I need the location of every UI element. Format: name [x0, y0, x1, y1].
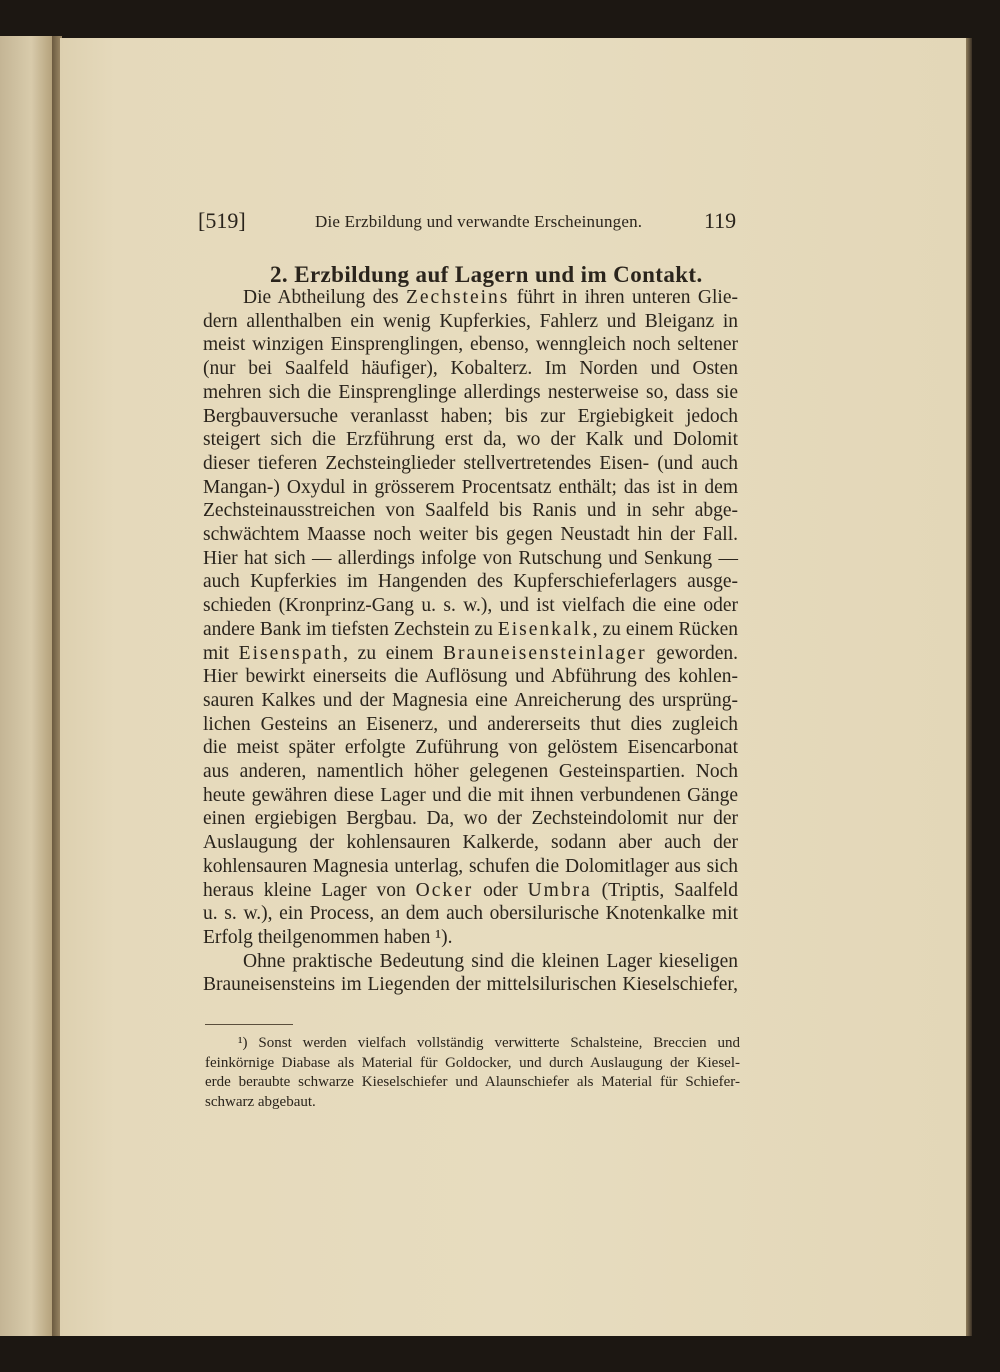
text-run: führt in ihren unteren Glie-	[509, 287, 738, 308]
body-line	[203, 381, 738, 405]
running-title: Die Erzbildung und verwandte Erscheinungen.	[315, 212, 643, 231]
spaced-term: Ocker	[415, 879, 474, 901]
body-line	[203, 476, 738, 500]
body-line	[203, 689, 738, 713]
text-run: heraus kleine Lager von	[203, 879, 416, 901]
spaced-term: Brauneisensteinlager	[443, 642, 647, 664]
text-run: dern allenthalben ein wenig Kupferkies, Fahlerz und Bleiganz in	[203, 310, 738, 332]
text-run: meist winzigen Einsprenglingen, ebenso, wenngleich noch seltener	[203, 334, 738, 356]
text-run: heute gewähren diese Lager und die mit ihnen verbundenen Gänge	[203, 784, 738, 806]
page-edge-right	[966, 38, 972, 1336]
body-line	[203, 973, 738, 997]
text-run: Die Abtheilung des	[243, 287, 406, 308]
body-line	[203, 736, 738, 760]
body-line	[203, 642, 738, 666]
text-run: dieser tieferen Zechsteinglieder stellvertretendes Eisen- (und auch	[203, 452, 738, 474]
footnote-line: erde beraubte schwarze Kieselschiefer und Alaunschiefer als Material für Schiefer-	[205, 1074, 740, 1090]
footnote-divider	[205, 1024, 293, 1025]
text-run: Hier bewirkt einerseits die Auflösung und Abführung des kohlen-	[203, 666, 738, 688]
text-run: Mangan-) Oxydul in grösserem Procentsatz enthält; das ist in dem	[203, 476, 738, 498]
text-run: schieden (Kronprinz-Gang u. s. w.), und ist vielfach die eine oder	[203, 595, 738, 617]
text-run: sauren Kalkes und der Magnesia eine Anreicherung des ursprüng-	[203, 689, 738, 711]
body-line	[203, 831, 738, 855]
body-line	[203, 618, 738, 642]
spaced-term: Eisenspath	[238, 642, 344, 664]
book-page	[60, 38, 966, 1336]
text-run: Hier hat sich — allerdings infolge von Rutschung und Senkung —	[203, 547, 738, 569]
text-run: Erfolg theilgenommen haben ¹).	[203, 926, 453, 948]
text-run: , zu einem	[343, 642, 444, 664]
body-line	[203, 713, 738, 737]
body-line	[203, 594, 738, 618]
text-run: einen ergiebigen Bergbau. Da, wo der Zechsteindolomit nur der	[203, 808, 738, 830]
body-line	[203, 428, 738, 452]
bracket-page-number: [519]	[198, 208, 246, 233]
body-line	[203, 855, 738, 879]
body-line	[203, 523, 738, 547]
footnote-line: ¹) Sonst werden vielfach vollständig verwitterte Schalsteine, Breccien und	[238, 1035, 740, 1051]
spaced-term: Zechsteins	[405, 287, 510, 308]
text-run: Ohne praktische Bedeutung sind die kleinen Lager kieseligen	[243, 950, 738, 972]
text-run: Brauneisensteins im Liegenden der mittelsilurischen Kieselschiefer,	[203, 974, 738, 996]
body-line	[203, 807, 738, 831]
facing-page-edge	[0, 36, 52, 1336]
text-run: die meist später erfolgte Zuführung von gelöstem Eisencarbonat	[203, 737, 738, 759]
text-run: auch Kupferkies im Hangenden des Kupferschieferlagers ausge-	[203, 571, 738, 593]
body-line	[203, 760, 738, 784]
text-run: steigert sich die Erzführung erst da, wo der Kalk und Dolomit	[203, 429, 738, 451]
text-run: andere Bank im tiefsten Zechstein zu	[203, 618, 498, 640]
body-line	[203, 665, 738, 689]
body-line	[203, 452, 738, 476]
text-run: mehren sich die Einsprenglinge allerdings nesterweise so, dass sie	[203, 381, 738, 403]
body-line	[203, 570, 738, 594]
text-run: lichen Gesteins an Eisenerz, und andererseits thut dies zugleich	[203, 713, 738, 735]
body-line	[203, 333, 738, 357]
footnote-line: schwarz abgebaut.	[205, 1093, 316, 1110]
body-line	[203, 879, 738, 903]
text-run: Bergbauversuche veranlasst haben; bis zur Ergiebigkeit jedoch	[203, 405, 738, 427]
text-run: (Triptis, Saalfeld	[591, 879, 738, 901]
spaced-term: Eisenkalk	[497, 618, 593, 640]
page-number: 119	[704, 208, 737, 233]
footnote-line: feinkörnige Diabase als Material für Goldocker, und durch Auslaugung der Kiesel-	[205, 1054, 740, 1071]
section-heading: 2. Erzbildung auf Lagern und im Contakt.	[270, 262, 703, 287]
body-line	[203, 926, 738, 950]
body-line	[203, 547, 738, 571]
text-run: aus anderen, namentlich höher gelegenen Gesteinspartien. Noch	[203, 761, 738, 782]
body-line	[243, 286, 738, 310]
body-line	[203, 310, 738, 334]
text-run: , zu einem Rücken	[592, 618, 738, 640]
text-run: oder	[473, 879, 528, 901]
text-run: schwächtem Maasse noch weiter bis gegen Neustadt hin der Fall.	[203, 524, 738, 545]
text-run: u. s. w.), ein Process, an dem auch obersilurische Knotenkalke mit	[203, 903, 738, 925]
body-line	[203, 902, 738, 926]
text-run: kohlensauren Magnesia unterlag, schufen die Dolomitlager aus sich	[203, 855, 738, 877]
spaced-term: Umbra	[527, 879, 592, 901]
text-run: Auslaugung der kohlensauren Kalkerde, sodann aber auch der	[203, 832, 738, 854]
text-run: mit	[203, 642, 239, 664]
body-line	[243, 950, 738, 974]
body-line	[203, 405, 738, 429]
text-run: (nur bei Saalfeld häufiger), Kobalterz. Im Norden und Osten	[203, 358, 738, 380]
body-line	[203, 784, 738, 808]
text-run: geworden.	[646, 642, 738, 664]
text-run: Zechsteinausstreichen von Saalfeld bis Ranis und in sehr abge-	[203, 500, 738, 522]
body-line	[203, 499, 738, 523]
body-line	[203, 357, 738, 381]
